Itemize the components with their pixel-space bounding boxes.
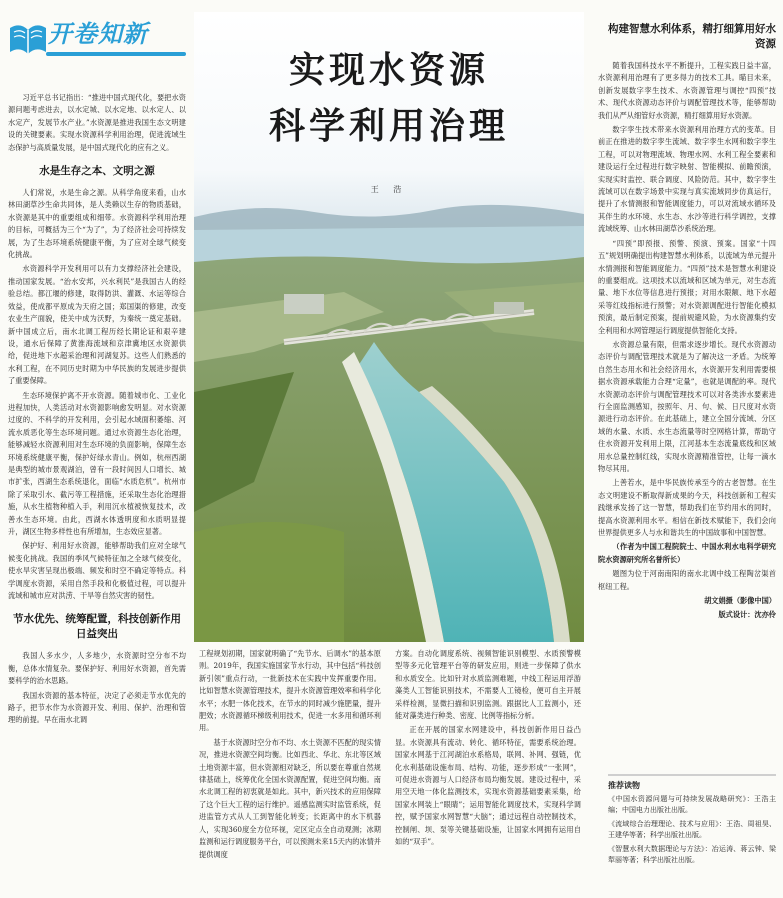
article-title-line-1: 实现水资源 — [288, 50, 489, 91]
reading-item: 《智慧水利大数据理论与方法》：冶运涛、蒋云钟、梁犁丽等著；科学出版社出版。 — [608, 845, 776, 864]
left-column — [8, 92, 186, 729]
logo-text: 开卷知新 — [48, 20, 148, 48]
paragraph: 生态环境保护离不开水资源。随着城市化、工业化进程加快，人类活动对水资源影响愈发明显。对水资源过度的、不科学的开发利用，会引起水域面积萎缩、河流水质恶化等生态环境问题。通过水资源生态化治理，能够减轻水资源利用对生态环境的负面影响，保障生态环境系统健康平衡，保护好绿水青山。例如，杭州西湖是典型的城市景观湖泊，曾有一段时间因人口增长、城市扩张，西湖生态系统退化，面临“水质危机”。杭州市除了采取引水、截污等工程措施，还采取生态化治理措施，从水生植物种植入手，利用沉水植被恢复技术，改善水生态环境。由此，西湖水体透明度和水质明显提升，湖区生物多样性也有所增加，生态效应显著。 — [8, 390, 186, 536]
reading-item: 《中国水资源问题与可持续发展战略研究》：王浩主编；中国电力出版社出版。 — [608, 795, 776, 814]
paragraph: 我国人多水少，人多地少，水资源时空分布不均衡，总体水情复杂。要保护好、利用好水资源，首先需要科学的治水思路。 — [8, 651, 186, 686]
paragraph: “四预”即预报、预警、预演、预案。国家“十四五”规划明确提出构建智慧水利体系，以流域为单元提升水情测报和智能调度能力。“四预”技术是智慧水利建设的重要组成。这项技术以流域和区域为单元，对生态流量、地下水位等信息进行预报；对用水限额、地下水超采等红线指标进行预警；对水资源调配进行智能化模拟预演，最后制定预案，提前规避风险，为水资源集约安全利用和水网管理运行调度提供智能化支持。 — [598, 238, 776, 335]
article-title-line-2: 科学利用治理 — [268, 106, 509, 147]
recommended-reading — [608, 774, 776, 896]
paragraph: 随着我国科技水平不断提升，工程实践日益丰富，水资源利用治理有了更多得力的技术工具。瞄目未来，创新发展数字孪生技术、水资源管理与调控“四预”技术、现代水资源动态评价与调配管理技术等，能够帮助我们从严从细管好水资源，精打细算用好水资源。 — [598, 61, 776, 120]
open-book-icon — [8, 18, 48, 58]
middle-right-column — [395, 648, 581, 851]
section-heading-3: 构建智慧水利体系，精打细算用好水资源 — [608, 23, 776, 50]
paragraph: 工程规划初期，国家就明确了“先节水、后调水”的基本原则。2019年，我国实施国家节水行动，其中包括“科技创新引领”重点行动，一批新技术在实践中发挥重要作用。比如智慧水资源管理技术，提升水资源管理效率和科学化水平；水肥一体化技术，在节水的同时减少施肥量，提升肥效；水资源循环梯级利用技术，促进一水多用和循环利用。 — [199, 649, 381, 733]
logo-underline — [46, 52, 186, 56]
paragraph: 保护好、利用好水资源，能够帮助我们应对全球气候变化挑战。我国的季风气候特征加之全球气候变化，使水旱灾害呈现出极端、频发和时空不确定等特点。科学调度水资源，采用自然手段和化极值过程，可以提升流域和城市应对洪涝、干旱等自然灾害的韧性。 — [8, 541, 186, 601]
paragraph: 上善若水，是中华民族传承至今的古老智慧。在生态文明建设不断取得新成果的今天，科技创新和工程实践继承发扬了这一智慧，帮助我们在节约用水的同时，提高水资源利用水平。相信在新技术赋能下，我们会向世界提供更多人与水和谐共生的中国故事和中国智慧。 — [598, 478, 776, 538]
paragraph: 正在开展的国家水网建设中，科技创新作用日益凸显。水资源具有流动、转化、循环特征，需要系统治理。国家水网基于江河湖泊水系格局，联网、补网、强链，优化水利基础设施布局、结构、功能，逐步形成“一张网”，可促进水资源与人口经济布局均衡发展。建设过程中，采用空天地一体化监测技术，实现水资源基础要素采集，给国家水网装上“眼睛”；运用智能化调度技术，实现科学调控，赋予国家水网智慧“大脑”；通过远程自动控制技术，控制闸、坝、泵等关键基础设施，让国家水网拥有运用自如的“双手”。 — [395, 725, 581, 847]
reading-item: 《流域综合治理理论、技术与应用》：王浩、周祖昊、王建华等著；科学出版社出版。 — [608, 820, 776, 839]
hero-photo — [194, 12, 584, 642]
column-logo — [6, 12, 186, 66]
paragraph: 方案。自动化调度系统、视频智能识别模型、水质预警模型等多元化管理平台等的研发应用，则进一步保障了供水和水质安全。比如针对水质监测难题，中线工程运用浮游藻类人工智能识别技术，不需要人工镜检，便可自主开展采样检测，显微扫描和识别监测。跟据比人工监测小，还能对藻类进行种类、密度、比例等指标分析。 — [395, 649, 581, 721]
section-heading-1: 水是生存之本、文明之源 — [39, 165, 155, 178]
layout-editor: 版式设计：沈亦伶 — [718, 610, 776, 620]
photo-credit: 胡文娟摄（影像中国） — [704, 596, 776, 606]
reading-heading: 推荐读物 — [608, 781, 640, 790]
paragraph: 基于水资源时空分布不均、水土资源不匹配的现实情况，推进水资源空间均衡。比如西北、华北、东北等区域土地资源丰富，但水资源相对缺乏，所以要在尊重自然规律基础上，统筹优化全国水资源配置，促进空间均衡。南水北调工程的初衷就是如此。其中，新兴技术的应用保障了这个巨大工程的运行维护。遥感监测实时监管系统，促进监管方式从人工到智能化转变；长距离中的水下机器人，实现360度全方位环视，定区定点全自动观测；冰期监测和运行调度服务平台，可以预测未来15天内的冰情并提供调度 — [199, 737, 381, 859]
photo-caption: 题图为位于河南南阳的南水北调中线工程陶岔渠首枢纽工程。 — [598, 569, 776, 591]
section-heading-2: 节水优先、统筹配置，科技创新作用日益突出 — [13, 613, 181, 641]
middle-left-column — [199, 648, 381, 863]
intro-paragraph: 习近平总书记指出：“推进中国式现代化，要把水资源问题考虑进去，以水定城、以水定地、以水定人、以水定产，发展节水产业。”水资源是推进我国生态文明建设的关键要素。实现水资源科学利用治理，促进流域生态保护与高质量发展，是中国式现代化的应有之义。 — [8, 93, 186, 152]
author: 王 浩 — [370, 185, 408, 194]
paragraph: 人们常说，水是生命之源。从科学角度来看，山水林田湖草沙生命共同体，是人类赖以生存的物质基础，水资源是其中的重要组成和细带。水资源科学利用治理的目标，可概括为三个“为了”，为了经济社会可持续发展，为了生态环境系统健康平衡，为了应对全球气候变化挑战。 — [8, 188, 186, 260]
paragraph: 水资源科学开发利用可以有力支撑经济社会建设，推动国家发展。“治水安邦，兴水利民”是我国古人的经验总结。都江堰的修建，取得防洪、灌溉、水运等综合效益，使成都平原成为天府之国；郑国渠的修建，改变农业生产面貌，使关中成为沃野，为秦统一奠定基础。新中国成立后，南水北调工程历经长期论证和艰辛建设，通水后保障了黄淮海流域和京津冀地区水资源供给，促进地下水超采治理和河湖复苏。这些人们熟悉的水利工程，在不同历史时期为中华民族的发展进步提供了重要保障。 — [8, 264, 186, 386]
author-byline: （作者为中国工程院院士、中国水利水电科学研究院水资源研究所名誉所长） — [598, 542, 776, 564]
paragraph: 我国水资源的基本特征，决定了必须走节水优先的路子，把节水作为水资源开发、利用、保护、治理和管理的前提。早在南水北调 — [8, 690, 186, 725]
right-column — [598, 22, 776, 624]
paragraph: 数字孪生技术带来水资源利用治理方式的变革。目前正在推进的数字孪生流域、数字孪生水网和数字孪生工程，可以对物理流域、物理水网、水利工程全要素和建设运行全过程进行数字映射、智能模拟、前瞻预演，实现实时监控、联合调度、风险防范。其中，数字孪生流域可以在数字场景中实现与真实流域同步仿真运行，提升了水情测报和智能调度能力，可以对流域水循环及其伴生的水环境、水生态、水沙等进行科学调控，支撑流域统筹、山水林田湖草沙系统治理。 — [598, 125, 776, 234]
paragraph: 水资源总量有限，但需求逐步增长。现代水资源动态评价与调配管理技术就是为了解决这一矛盾。为统筹自然生态用水和社会经济用水，水资源开发利用需要根据水资源承载能力合理“定量”，也就是调配的率。现代水资源动态评价与调配管理技术可以对各类涉水要素进行全面监测感知，按照年、月、句、候、日尺度对水资源进行动态评价。在此基础上，建立全国分流域、分区域的水量、水质、水生态流量等时空网格计算，帮助守住水资源开发利用上限，江河基本生态流量底线和区域用水总量控制红线，实现水资源精准管控，让每一滴水物尽其用。 — [598, 339, 776, 473]
